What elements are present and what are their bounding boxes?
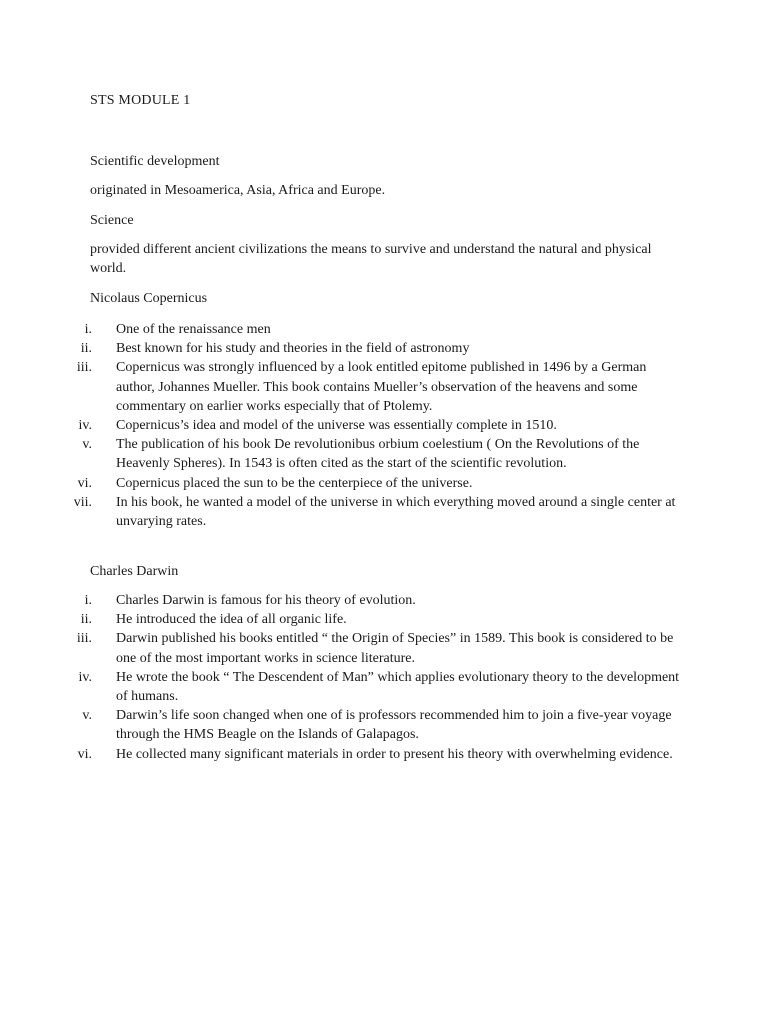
list-item [70, 668, 680, 706]
list-item [70, 629, 680, 667]
list-item [70, 358, 680, 416]
list-item-text: Copernicus was strongly influenced by a look entitled epitome published in 1496 by a German author, Johannes Mueller. This book contains Mueller’s observation of the heavens and some commentary on earlier works especially that of Ptolemy. [116, 360, 647, 414]
list-item-text: He introduced the idea of all organic life. [116, 612, 347, 628]
list-item [70, 339, 680, 358]
list-item-number: v. [82, 708, 92, 724]
list-item-number: v. [82, 437, 92, 453]
list-item-number: iv. [78, 418, 92, 434]
list-item [70, 416, 680, 435]
list-item [70, 493, 680, 531]
list-item [70, 435, 680, 473]
list-item [70, 745, 680, 764]
list-item-text: The publication of his book De revolutionibus orbium coelestium ( On the Revolutions of the Heavenly Spheres). In 1543 is often cited as the start of the scientific revolution. [116, 437, 640, 472]
list-item-number: vii. [73, 494, 92, 510]
list-item-text: Copernicus’s idea and model of the universe was essentially complete in 1510. [116, 418, 557, 434]
list-item-text: He wrote the book “ The Descendent of Man” which applies evolutionary theory to the development of humans. [116, 669, 680, 705]
list-item-text: Charles Darwin is famous for his theory of evolution. [116, 593, 416, 608]
list-item-number: i. [84, 322, 92, 337]
list-item [70, 474, 680, 493]
list-item-text: Copernicus placed the sun to be the centerpiece of the universe. [116, 475, 473, 491]
darwin-list-container [70, 591, 680, 764]
section-heading-copernicus: Nicolaus Copernicus [90, 291, 208, 306]
list-item-number: ii. [80, 612, 92, 628]
list-item-number: iii. [76, 360, 92, 376]
list-item-text: He collected many significant materials in order to present his theory with overwhelming evidence. [116, 746, 673, 762]
list-item-text: In his book, he wanted a model of the universe in which everything moved around a single center at unvarying rates. [116, 494, 676, 530]
list-item-number: vi. [77, 746, 92, 762]
list-item-text: Darwin published his books entitled “ the Origin of Species” in 1589. This book is considered to be one of the most important works in science literature. [116, 631, 674, 666]
section-heading-scientific-development: Scientific development [90, 154, 220, 169]
section-body-science: provided different ancient civilizations the means to survive and understand the natural and physical world. [90, 242, 652, 276]
list-item [70, 591, 680, 610]
copernicus-list-container [70, 320, 680, 531]
list-item-text: One of the renaissance men [116, 322, 271, 337]
section-heading-darwin: Charles Darwin [90, 564, 179, 579]
list-item-text: Darwin’s life soon changed when one of is professors recommended him to join a five-year voyage through the HMS Beagle on the Islands of Galapagos. [116, 708, 672, 743]
list-item [70, 320, 680, 339]
list-item-number: vi. [77, 475, 92, 491]
list-item-text: Best known for his study and theories in the field of astronomy [116, 341, 470, 357]
copernicus-list [70, 320, 680, 531]
section-body-scientific-development: originated in Mesoamerica, Asia, Africa and Europe. [90, 183, 386, 198]
list-item-number: iv. [78, 669, 92, 685]
list-item [70, 610, 680, 629]
list-item-number: ii. [80, 341, 92, 357]
section-heading-science: Science [90, 213, 134, 228]
document-title: STS MODULE 1 [90, 93, 191, 108]
list-item-number: i. [84, 593, 92, 608]
list-item-number: iii. [76, 631, 92, 647]
darwin-list [70, 591, 680, 764]
list-item [70, 706, 680, 744]
